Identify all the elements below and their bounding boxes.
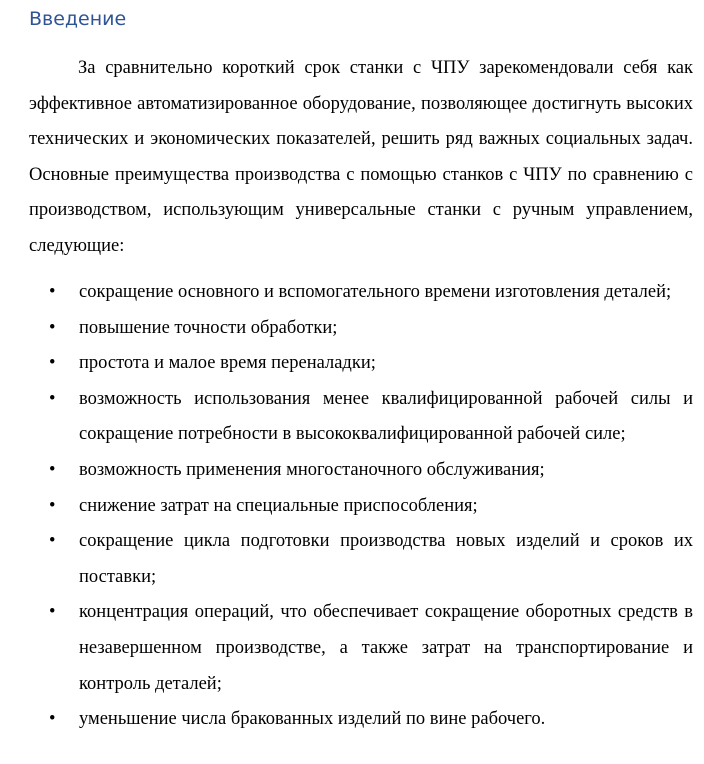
list-item: • сокращение основного и вспомогательного времени изготовления деталей; — [29, 275, 693, 311]
list-item: • снижение затрат на специальные приспособления; — [29, 489, 693, 525]
advantages-list — [29, 275, 693, 738]
section-heading: Введение — [29, 8, 127, 30]
list-item: • возможность применения многостаночного обслуживания; — [29, 453, 693, 489]
intro-paragraph: За сравнительно короткий срок станки с ЧПУ зарекомендовали себя как эффективное автоматизированное оборудование, позволяющее достигнуть высоких технических и экономических показателей, решить ряд важных социальных задач. Основные преимущества производства с помощью станков с ЧПУ по сравнению с производством, использующим универсальные станки с ручным управлением, следующие: — [29, 58, 693, 256]
list-item: • повышение точности обработки; — [29, 311, 693, 347]
list-item: • простота и малое время переналадки; — [29, 346, 693, 382]
list-item: • возможность использования менее квалифицированной рабочей силы и сокращение потребности в высококвалифицированной рабочей силе; — [29, 382, 693, 453]
list-item: • сокращение цикла подготовки производства новых изделий и сроков их поставки; — [29, 524, 693, 595]
list-item: • уменьшение числа бракованных изделий по вине рабочего. — [29, 702, 693, 738]
list-item: • концентрация операций, что обеспечивает сокращение оборотных средств в незавершенном производстве, а также затрат на транспортирование и контроль деталей; — [29, 595, 693, 702]
